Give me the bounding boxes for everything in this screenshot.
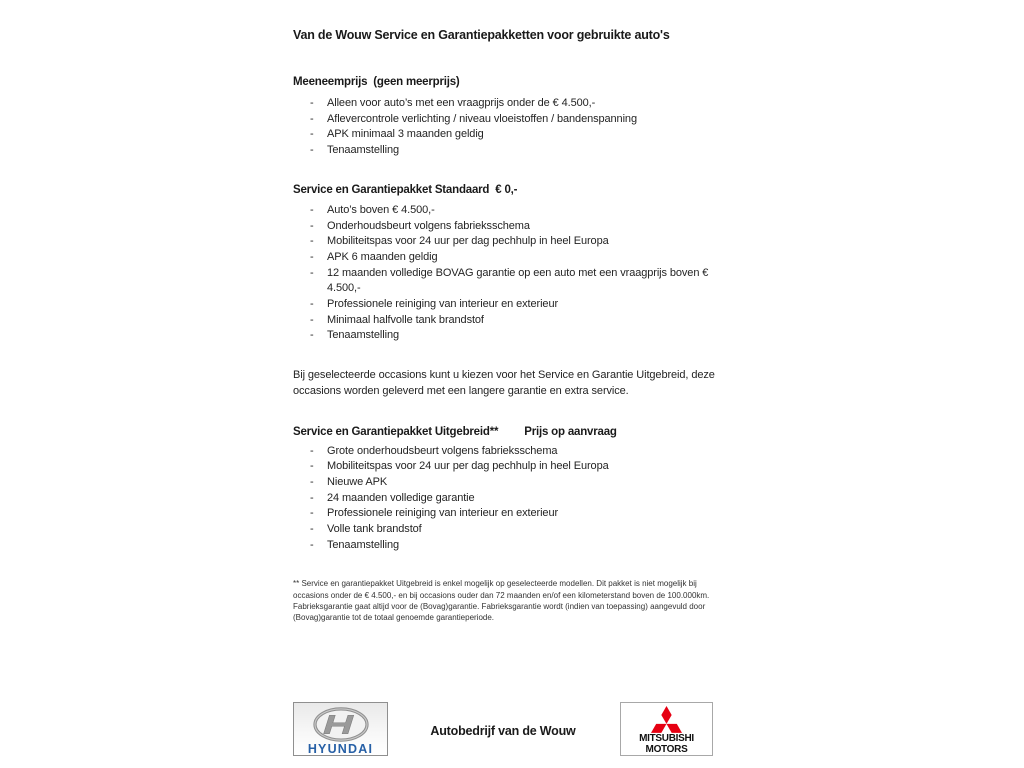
mitsubishi-wordmark [621,734,712,755]
hyundai-wordmark: HYUNDAI [307,742,374,756]
list-item: - Auto’s boven € 4.500,- [327,203,723,219]
uitgebreid-heading-text: Service en Garantiepakket Uitgebreid** [293,425,499,438]
page-title: Van de Wouw Service en Garantiepakketten voor gebruikte auto's [293,28,670,42]
list-item: - APK 6 maanden geldig [327,250,723,266]
section-heading-standaard: Service en Garantiepakket Standaard € 0,- [293,183,518,196]
list-item: - 24 maanden volledige garantie [327,491,723,507]
list-item: - Tenaamstelling [327,328,723,344]
mitsubishi-logo [620,702,713,756]
standaard-list [293,203,723,344]
intro-paragraph: Bij geselecteerde occasions kunt u kiezen voor het Service en Garantie Uitgebreid, deze occasions worden geleverd met een langere garantie en extra service. [293,369,715,397]
price-on-request-label: Prijs op aanvraag [524,425,617,438]
mitsubishi-wordmark-line1: MITSUBISHI [639,733,694,744]
list-item: - APK minimaal 3 maanden geldig [327,127,723,143]
list-item: - Minimaal halfvolle tank brandstof [327,313,723,329]
footer [293,702,713,758]
list-item: - 12 maanden volledige BOVAG garantie op een auto met een vraagprijs boven € 4.500,- [327,266,723,297]
list-item: - Tenaamstelling [327,538,723,554]
list-item: - Volle tank brandstof [327,522,723,538]
mitsubishi-wordmark-line2: MOTORS [645,743,688,755]
list-item: - Mobiliteitspas voor 24 uur per dag pechhulp in heel Europa [327,234,723,250]
footnote: ** Service en garantiepakket Uitgebreid is enkel mogelijk op geselecteerde modellen. Dit pakket is niet mogelijk bij occasions onder de € 4.500,- en bij occasions ouder dan 72 maanden en/of een kilometerstand boven de 100.000km. Fabrieksgarantie gaat altijd voor de (Bovag)garantie. Fabrieksgarantie wordt (indien van toepassing) aangevuld door (Bovag)garantie tot de totaal genoemde garantieperiode. [293,579,714,623]
list-item: - Professionele reiniging van interieur en exterieur [327,506,723,522]
list-item: - Mobiliteitspas voor 24 uur per dag pechhulp in heel Europa [327,459,723,475]
meeneemprijs-list [293,96,723,159]
list-item: - Tenaamstelling [327,143,723,159]
list-item: - Aflevercontrole verlichting / niveau vloeistoffen / bandenspanning [327,112,723,128]
list-item: - Alleen voor auto’s met een vraagprijs onder de € 4.500,- [327,96,723,112]
list-item: - Onderhoudsbeurt volgens fabrieksschema [327,219,723,235]
company-name: Autobedrijf van de Wouw [430,724,576,738]
uitgebreid-list [293,444,723,554]
mitsubishi-diamonds-icon [651,706,682,733]
list-item: - Grote onderhoudsbeurt volgens fabrieksschema [327,444,723,460]
section-heading-uitgebreid [293,426,723,438]
list-item: - Professionele reiniging van interieur en exterieur [327,297,723,313]
section-heading-meeneemprijs: Meeneemprijs (geen meerprijs) [293,76,460,88]
list-item: - Nieuwe APK [327,475,723,491]
document-content [293,28,723,624]
